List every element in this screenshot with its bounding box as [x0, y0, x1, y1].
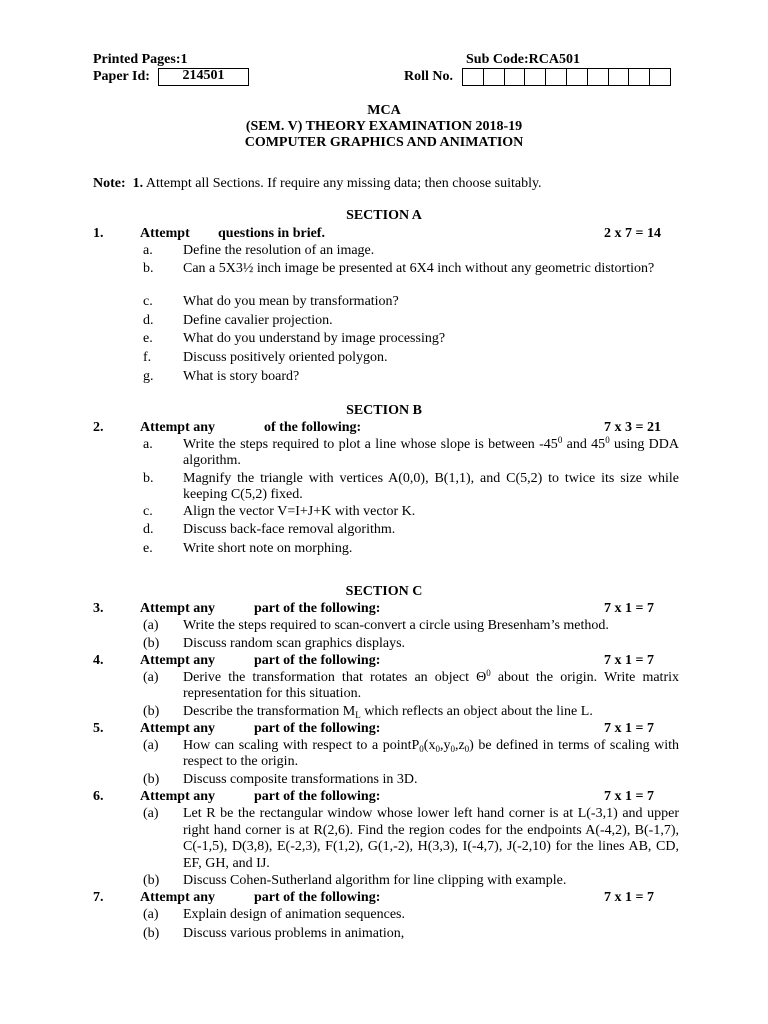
q3-instruction-end: part of the following: [254, 601, 381, 616]
q7-item-label: (b) [143, 926, 160, 941]
q4-instruction-start: Attempt any [140, 653, 216, 668]
note-number: 1. [132, 176, 144, 191]
q2-item-label: a. [143, 437, 153, 452]
q2-number: 2. [93, 420, 104, 435]
q6-item-text: Let R be the rectangular window whose lower left hand corner is at L(-3,1) and upper right hand corner is at R(2,6). Find the region codes for the endpoints A(-4,2), B(-1,7), C(-1,5), D(3,8), E(-2,3), F(1,2), G(1,-2), H(3,3), I(-4,7), J(-2,10) for the lines AB, CD, EF, GH, and IJ. [183, 806, 679, 871]
q5-item-text: Discuss composite transformations in 3D. [183, 772, 418, 787]
q7-item-label: (a) [143, 907, 159, 922]
roll-digit-box[interactable] [546, 69, 567, 85]
q1-item-text: What do you understand by image processing? [183, 331, 446, 346]
q1-instruction-end: questions in brief. [218, 226, 325, 241]
roll-digit-box[interactable] [650, 69, 670, 85]
q3-item-label: (a) [143, 618, 159, 633]
q1-number: 1. [93, 226, 104, 241]
q6-item-label: (a) [143, 806, 159, 821]
sub-code: Sub Code:RCA501 [466, 52, 580, 67]
q2-item-text: Align the vector V=I+J+K with vector K. [183, 504, 416, 519]
course-title: MCA [367, 103, 401, 118]
q7-instruction-start: Attempt any [140, 890, 216, 905]
subject-title: COMPUTER GRAPHICS AND ANIMATION [244, 135, 524, 150]
q4-item-label: (a) [143, 670, 159, 685]
q4-number: 4. [93, 653, 104, 668]
q4-item-text: Derive the transformation that rotates an object $\Theta^0$ about the origin. Write matrix representation for this situation. [183, 668, 680, 701]
q3-marks: 7 x 1 = 7 [604, 601, 654, 616]
q4-item-text: Describe the transformation $M_L$ which reflects an object about the line L. [183, 704, 593, 720]
q3-item-label: (b) [143, 636, 160, 651]
q5-marks: 7 x 1 = 7 [604, 721, 654, 736]
q1-item-label: c. [143, 294, 153, 309]
roll-digit-box[interactable] [525, 69, 546, 85]
q1-item-label: a. [143, 243, 153, 258]
q2-item-text: Write short note on morphing. [183, 541, 353, 556]
roll-no-boxes[interactable] [462, 68, 671, 86]
q1-item-text: Define cavalier projection. [183, 313, 333, 328]
q1-item-text: Discuss positively oriented polygon. [183, 350, 388, 365]
q2-instruction-end: of the following: [264, 420, 362, 435]
q5-number: 5. [93, 721, 104, 736]
q1-item-text: Can a 5X3½ inch image be presented at 6X4 inch without any geometric distortion? [183, 261, 655, 276]
paper-id-label: Paper Id: [93, 69, 150, 84]
section-b-heading: SECTION B [346, 403, 422, 418]
roll-digit-box[interactable] [588, 69, 609, 85]
q3-item-text: Discuss random scan graphics displays. [183, 636, 406, 651]
q6-item-label: (b) [143, 873, 160, 888]
q7-instruction-end: part of the following: [254, 890, 381, 905]
q1-marks: 2 x 7 = 14 [604, 226, 661, 241]
roll-digit-box[interactable] [505, 69, 526, 85]
section-a-heading: SECTION A [346, 208, 422, 223]
q1-item-text: What do you mean by transformation? [183, 294, 399, 309]
q6-instruction-end: part of the following: [254, 789, 381, 804]
q3-item-text: Write the steps required to scan-convert a circle using Bresenham’s method. [183, 618, 609, 633]
q5-instruction-start: Attempt any [140, 721, 216, 736]
q6-marks: 7 x 1 = 7 [604, 789, 654, 804]
note [93, 176, 542, 192]
q1-item-label: g. [143, 369, 154, 384]
q1-item-label: f. [143, 350, 152, 365]
q5-instruction-end: part of the following: [254, 721, 381, 736]
q1-item-text: What is story board? [183, 369, 300, 384]
q2-item-text: Discuss back-face removal algorithm. [183, 522, 396, 537]
q2-item-text: Write the steps required to plot a line whose slope is between $-45^0$ and $45^0$ using DDA algorithm. [183, 435, 680, 468]
q1-item-label: b. [143, 261, 154, 276]
q6-number: 6. [93, 789, 104, 804]
roll-digit-box[interactable] [463, 69, 484, 85]
q5-item-label: (b) [143, 772, 160, 787]
note-text: Attempt all Sections. If require any missing data; then choose suitably. [145, 176, 542, 191]
q7-item-text: Explain design of animation sequences. [183, 907, 405, 922]
q3-number: 3. [93, 601, 104, 616]
q4-marks: 7 x 1 = 7 [604, 653, 654, 668]
roll-digit-box[interactable] [567, 69, 588, 85]
roll-digit-box[interactable] [484, 69, 505, 85]
q2-item-label: b. [143, 471, 154, 486]
q7-item-text: Discuss various problems in animation, [183, 926, 405, 941]
note-label: Note: [93, 176, 126, 191]
q2-instruction-start: Attempt any [140, 420, 216, 435]
q2-item-text: Magnify the triangle with vertices A(0,0), B(1,1), and C(5,2) to twice its size while keeping C(5,2) fixed. [183, 471, 679, 502]
q7-marks: 7 x 1 = 7 [604, 890, 654, 905]
q1-item-label: e. [143, 331, 153, 346]
roll-no-label: Roll No. [404, 69, 453, 84]
exam-title: (SEM. V) THEORY EXAMINATION 2018-19 [245, 119, 523, 134]
paper-id-box [158, 68, 249, 86]
q4-item-label: (b) [143, 704, 160, 719]
q1-item-label: d. [143, 313, 154, 328]
q2-item-label: e. [143, 541, 153, 556]
paper-id-value: 214501 [182, 68, 225, 83]
q7-number: 7. [93, 890, 104, 905]
q5-item-text: How can scaling with respect to a $pointP_0(x_0,y_0,z_0)$ be defined in terms of scaling with respect to the origin. [183, 738, 679, 769]
q2-item-label: d. [143, 522, 154, 537]
roll-digit-box[interactable] [609, 69, 630, 85]
q4-instruction-end: part of the following: [254, 653, 381, 668]
printed-pages: Printed Pages:1 [93, 52, 188, 67]
q2-item-label: c. [143, 504, 153, 519]
q2-marks: 7 x 3 = 21 [604, 420, 661, 435]
q5-item-label: (a) [143, 738, 159, 753]
q1-item-text: Define the resolution of an image. [183, 243, 375, 258]
q1-instruction-start: Attempt [140, 226, 190, 241]
q6-item-text: Discuss Cohen-Sutherland algorithm for line clipping with example. [183, 873, 567, 888]
section-c-heading: SECTION C [345, 584, 423, 599]
q3-instruction-start: Attempt any [140, 601, 216, 616]
q6-instruction-start: Attempt any [140, 789, 216, 804]
roll-digit-box[interactable] [629, 69, 650, 85]
